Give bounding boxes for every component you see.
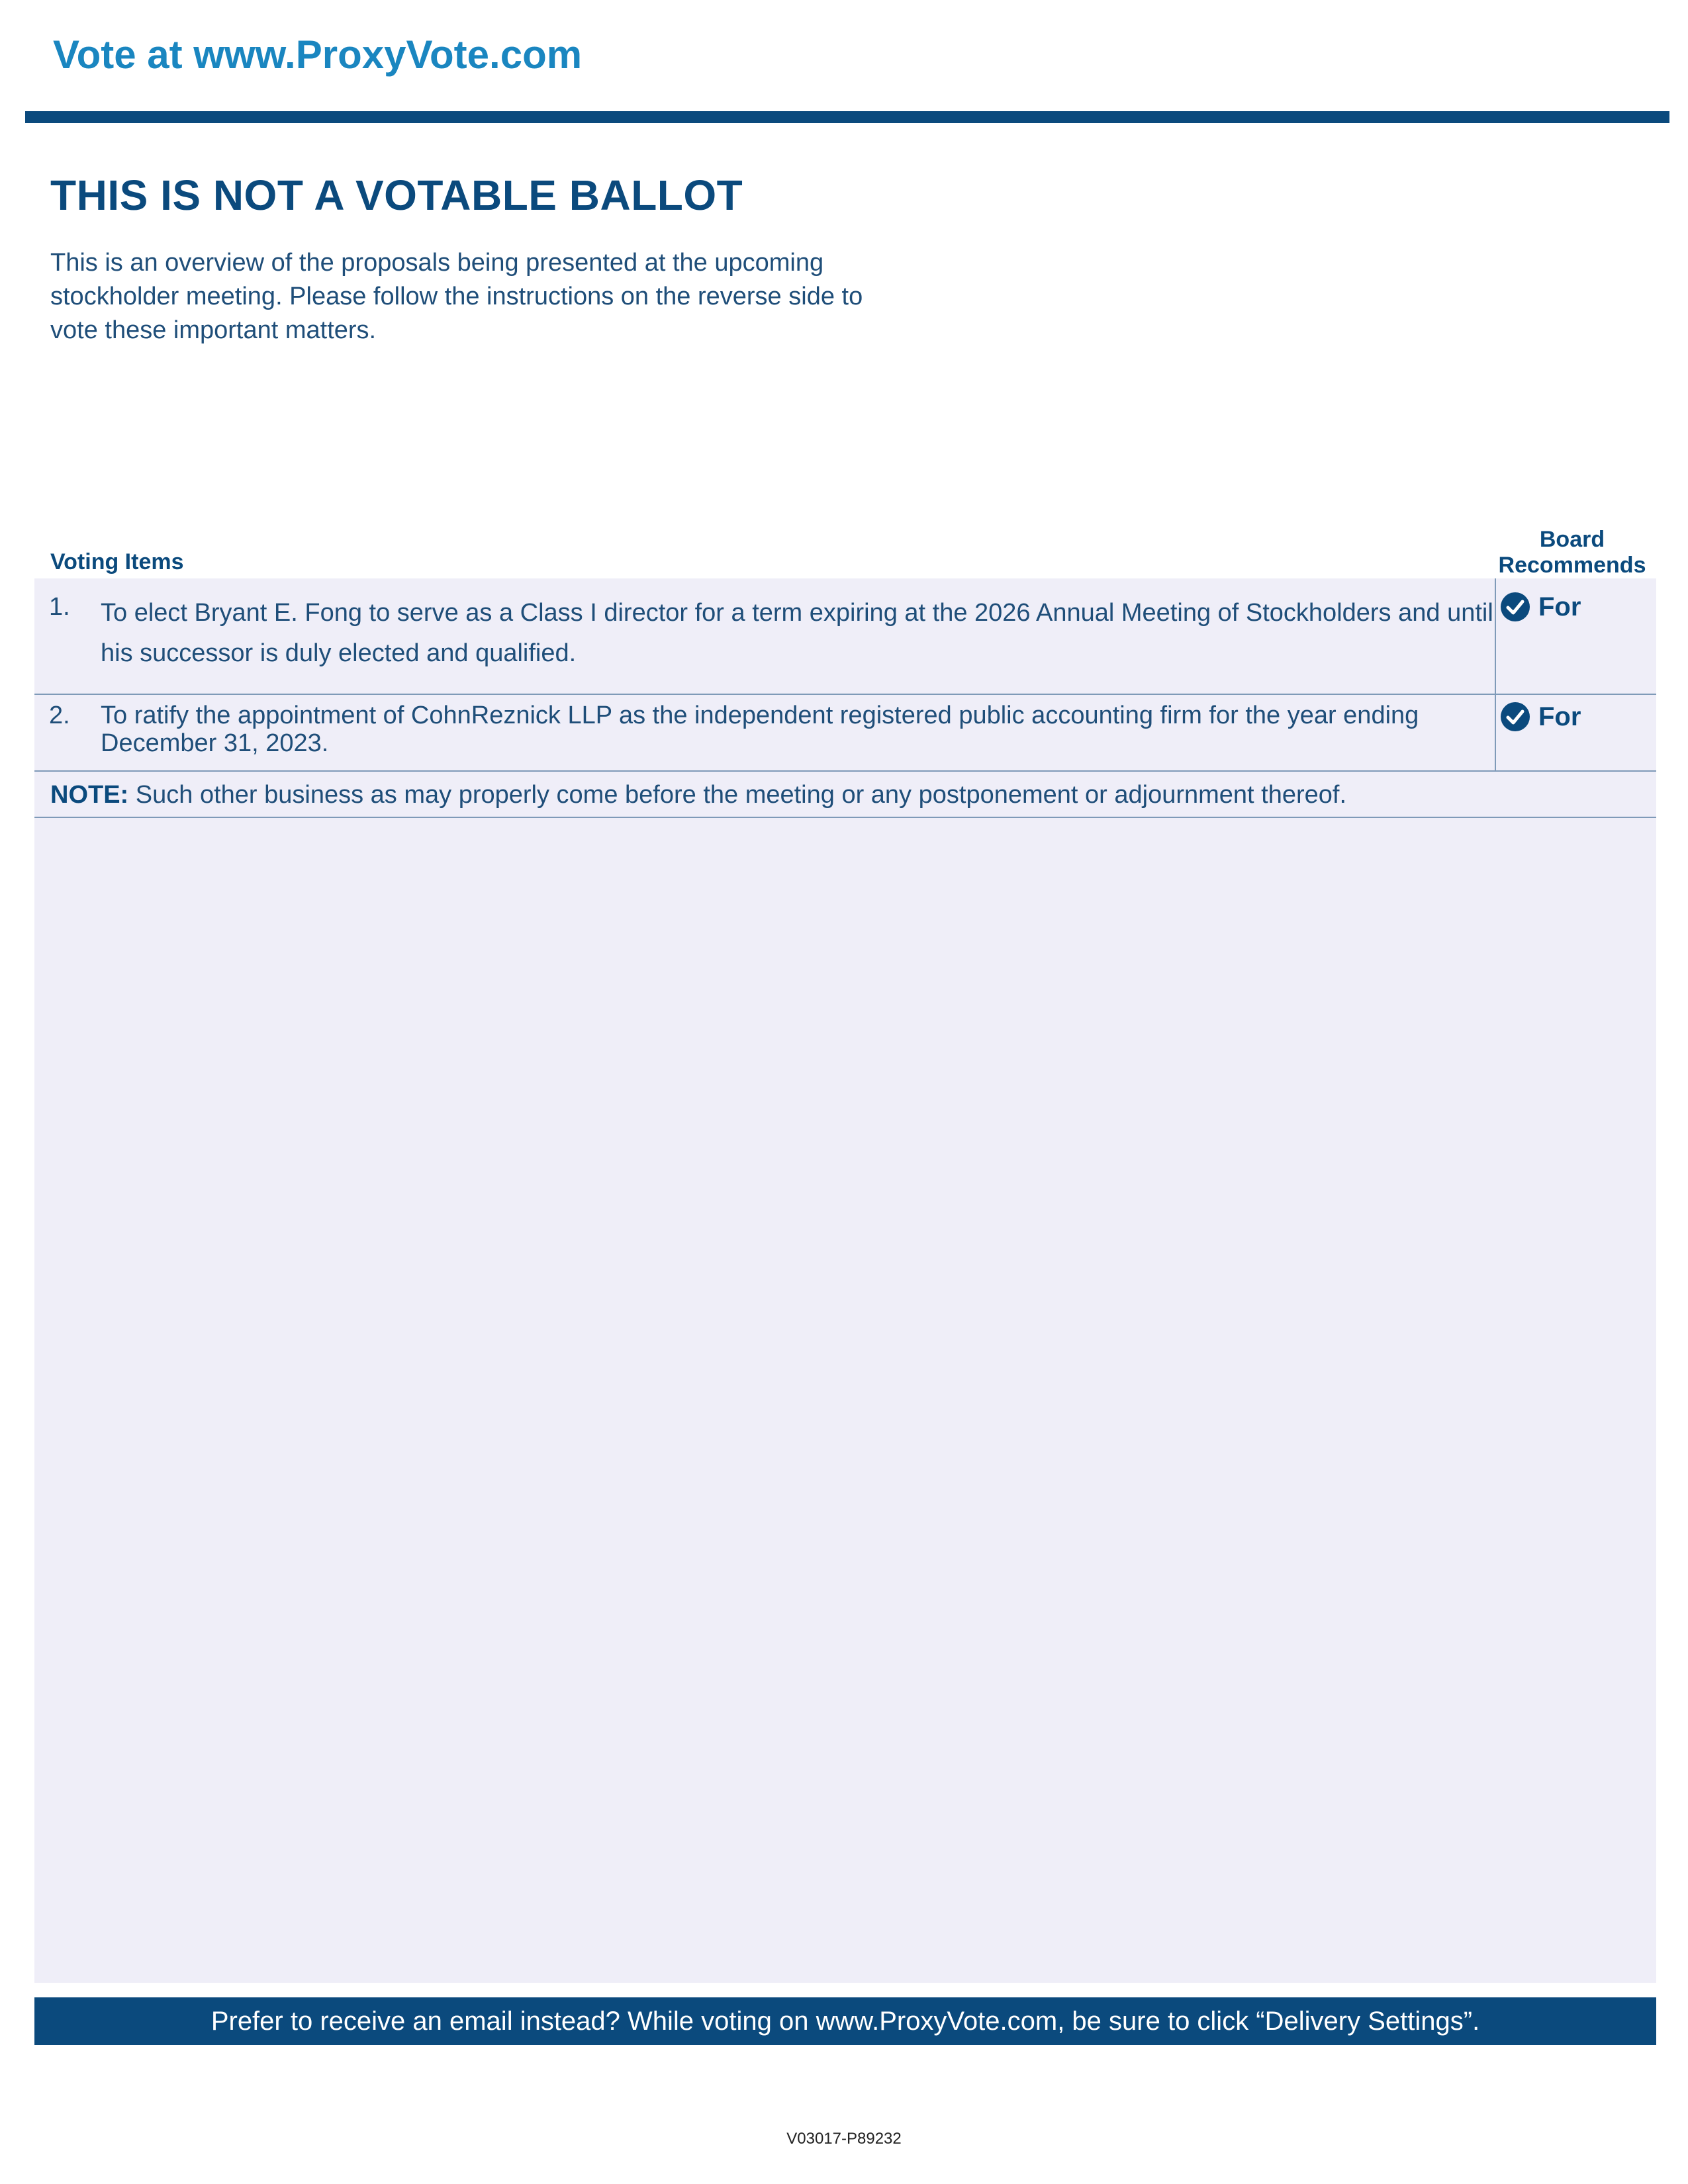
page-title: THIS IS NOT A VOTABLE BALLOT bbox=[50, 171, 743, 219]
board-recommends-header-line2: Recommends bbox=[1498, 553, 1646, 578]
note-label: NOTE: bbox=[50, 781, 129, 809]
board-recommendation bbox=[1500, 702, 1581, 732]
item-text: To ratify the appointment of CohnReznick LLP as the independent registered public accounting firm for the year ending December 31, 2023. bbox=[101, 702, 1419, 757]
board-recommends-header bbox=[1489, 527, 1655, 578]
board-recommends-header-line1: Board bbox=[1539, 527, 1605, 552]
recommendation-label: For bbox=[1538, 592, 1581, 621]
delivery-settings-banner: Prefer to receive an email instead? While voting on www.ProxyVote.com, be sure to click “Delivery Settings”. bbox=[34, 1997, 1656, 2045]
item-text: To elect Bryant E. Fong to serve as a Class I director for a term expiring at the 2026 Annual Meeting of Stockholders and until his successor is duly elected and qualified. bbox=[101, 599, 1493, 667]
header-divider bbox=[25, 111, 1669, 123]
check-circle-icon bbox=[1500, 592, 1530, 622]
note-row bbox=[34, 772, 1656, 818]
voting-item-row bbox=[34, 578, 1656, 695]
note-text bbox=[50, 781, 1346, 809]
column-divider bbox=[1495, 578, 1496, 772]
voting-items-header: Voting Items bbox=[50, 549, 184, 574]
check-circle-icon bbox=[1500, 702, 1530, 732]
note-body: Such other business as may properly come before the meeting or any postponement or adjournment thereof. bbox=[128, 781, 1347, 809]
voting-item-row bbox=[34, 695, 1656, 772]
recommendation-label: For bbox=[1538, 702, 1581, 731]
intro-text: This is an overview of the proposals being presented at the upcoming stockholder meeting. Please follow the instructions on the reverse side to vote these important matters. bbox=[50, 249, 863, 344]
item-number: 2. bbox=[49, 702, 70, 729]
board-recommendation bbox=[1500, 592, 1581, 622]
item-number: 1. bbox=[49, 593, 70, 621]
header-title: Vote at www.ProxyVote.com bbox=[53, 32, 583, 77]
document-code: V03017-P89232 bbox=[786, 2130, 902, 2148]
